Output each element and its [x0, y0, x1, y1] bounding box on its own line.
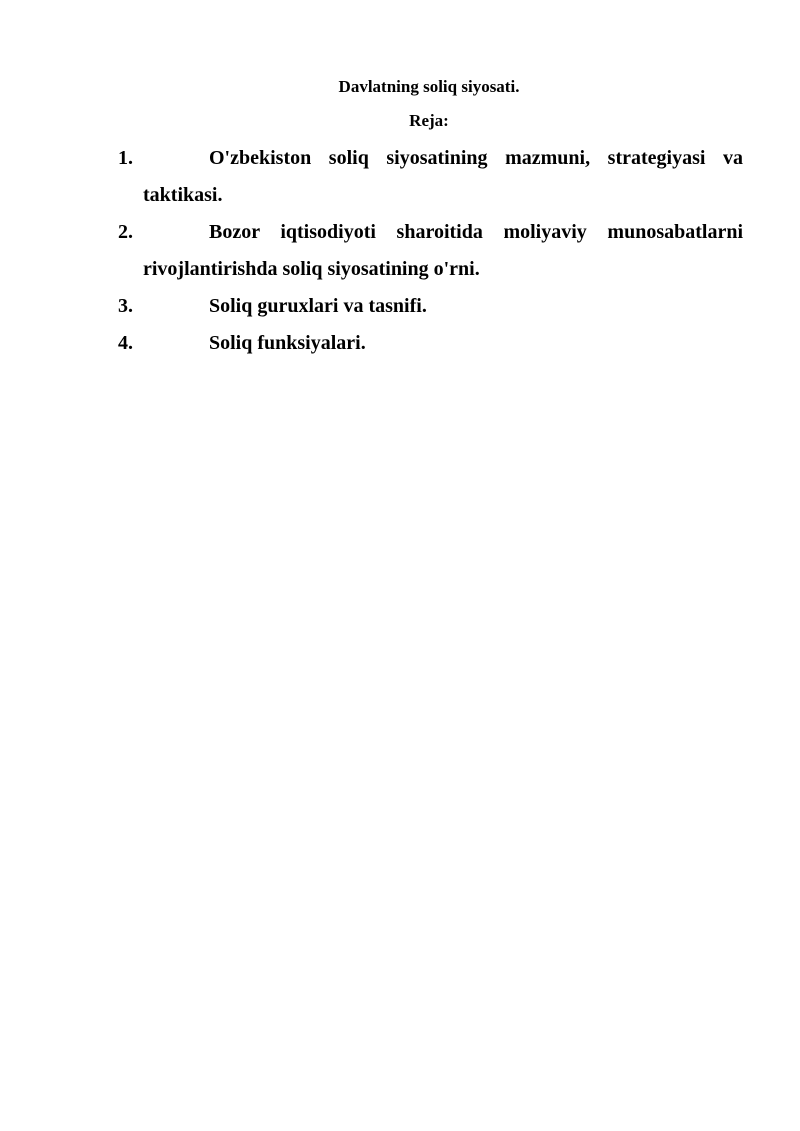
plan-item-number: 4. [118, 332, 133, 354]
plan-item-1 [0, 140, 800, 214]
plan-item-text: O'zbekiston soliq siyosatining mazmuni, strategiyasi va taktikasi. [143, 147, 743, 206]
document-title: Davlatning soliq siyosati. [338, 77, 520, 96]
plan-item-2 [0, 214, 800, 288]
plan-heading: Reja: [409, 111, 449, 130]
plan-item-text: Soliq guruxlari va tasnifi. [209, 295, 427, 317]
plan-item-4 [0, 325, 800, 362]
plan-item-number: 1. [118, 147, 133, 169]
plan-item-number: 2. [118, 221, 133, 243]
plan-item-text: Soliq funksiyalari. [209, 332, 366, 354]
plan-item-number: 3. [118, 295, 133, 317]
plan-list [0, 140, 800, 362]
plan-item-3 [0, 288, 800, 325]
plan-item-text: Bozor iqtisodiyoti sharoitida moliyaviy munosabatlarni rivojlantirishda soliq siyosatining o'rni. [143, 221, 743, 280]
